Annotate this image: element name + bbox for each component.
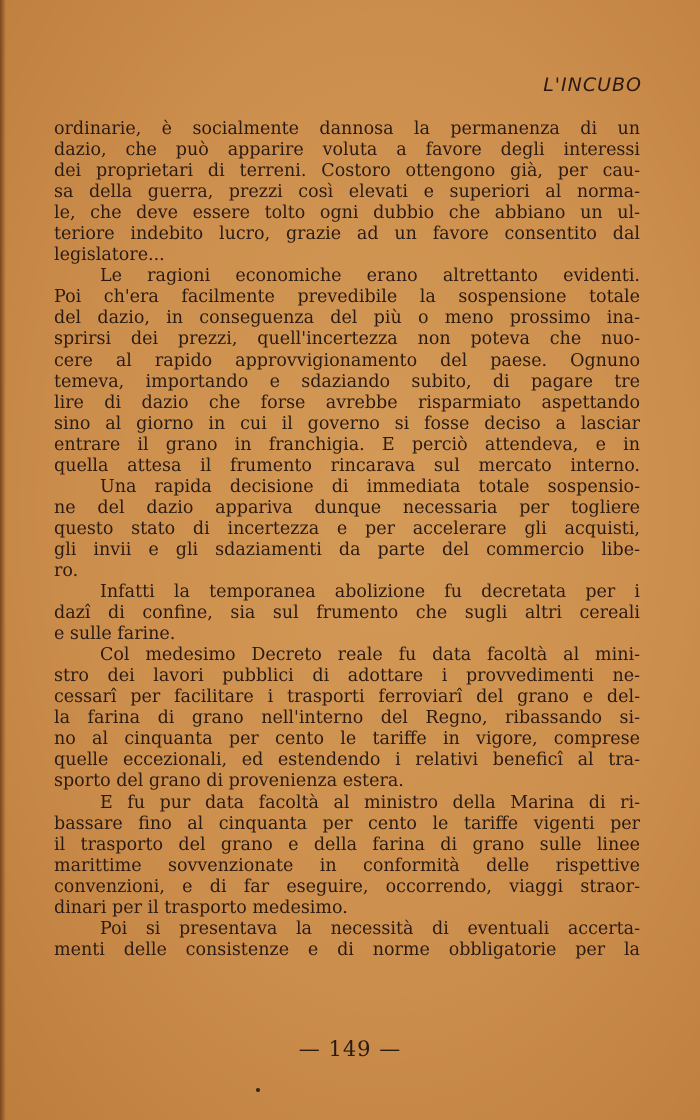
text-line: Poi si presentava la necessità di eventuali accerta- (100, 918, 640, 939)
text-line: Le ragioni economiche erano altrettanto evidenti. (100, 266, 640, 287)
text-line: lire di dazio che forse avrebbe risparmiato aspettando (54, 392, 640, 413)
text-line: sprirsi dei prezzi, quell'incertezza non poteva che nuo- (54, 329, 640, 350)
text-line: la farina di grano nell'interno del Regno, ribassando si- (54, 708, 640, 729)
text-line: e sulle farine. (54, 624, 176, 645)
text-line: le, che deve essere tolto ogni dubbio che abbiano un ul- (54, 203, 640, 224)
text-line: dei proprietari di terreni. Costoro ottengono già, per cau- (54, 161, 640, 182)
text-line: ne del dazio appariva dunque necessaria per togliere (54, 497, 640, 518)
text-line: cessarî per facilitare i trasporti ferroviarî del grano e del- (54, 687, 640, 708)
text-line: dazî di confine, sia sul frumento che sugli altri cereali (54, 603, 640, 624)
text-line: dazio, che può apparire voluta a favore degli interessi (54, 140, 640, 161)
text-line: convenzioni, e di far eseguire, occorrendo, viaggi straor- (54, 876, 640, 897)
body-text (54, 119, 640, 961)
text-line: stro dei lavori pubblici di adottare i provvedimenti ne- (54, 666, 640, 687)
text-line: E fu pur data facoltà al ministro della Marina di ri- (100, 792, 640, 813)
text-line: sino al giorno in cui il governo si fosse deciso a lasciar (54, 413, 640, 434)
text-line: Infatti la temporanea abolizione fu decretata per i (100, 582, 640, 603)
text-line: del dazio, in conseguenza del più o meno prossimo ina- (54, 308, 640, 329)
text-line: bassare fino al cinquanta per cento le tariffe vigenti per (54, 813, 640, 834)
text-line: Poi ch'era facilmente prevedibile la sospensione totale (54, 287, 640, 308)
text-line: Col medesimo Decreto reale fu data facoltà al mini- (100, 645, 640, 666)
text-line: quelle eccezionali, ed estendendo i relativi beneficî al tra- (54, 750, 640, 771)
text-line: sa della guerra, prezzi così elevati e superiori al norma- (54, 182, 640, 203)
text-line: entrare il grano in franchigia. E perciò attendeva, e in (54, 434, 640, 455)
paper-speck (256, 1088, 260, 1092)
text-line: questo stato di incertezza e per accelerare gli acquisti, (54, 518, 640, 539)
text-line: legislatore... (54, 245, 165, 266)
text-line: Una rapida decisione di immediata totale sospensio- (100, 476, 640, 497)
text-line: gli invii e gli sdaziamenti da parte del commercio libe- (54, 539, 640, 560)
text-line: ro. (54, 560, 79, 581)
text-line: teriore indebito lucro, grazie ad un favore consentito dal (54, 224, 640, 245)
text-line: quella attesa il frumento rincarava sul mercato interno. (54, 455, 640, 476)
text-line: menti delle consistenze e di norme obbligatorie per la (54, 939, 640, 960)
text-line: cere al rapido approvvigionamento del paese. Ognuno (54, 350, 640, 371)
text-line: temeva, importando e sdaziando subito, di pagare tre (54, 371, 640, 392)
text-line: no al cinquanta per cento le tariffe in vigore, comprese (54, 729, 640, 750)
text-line: il trasporto del grano e della farina di grano sulle linee (54, 834, 640, 855)
binding-edge (0, 0, 6, 1120)
text-line: sporto del grano di provenienza estera. (54, 771, 404, 792)
text-line: ordinarie, è socialmente dannosa la permanenza di un (54, 119, 640, 139)
page-number: — 149 — (298, 1037, 402, 1061)
text-line: marittime sovvenzionate in conformità delle rispettive (54, 855, 640, 876)
text-line: dinari per il trasporto medesimo. (54, 897, 348, 918)
running-head: L'INCUBO (543, 74, 642, 96)
